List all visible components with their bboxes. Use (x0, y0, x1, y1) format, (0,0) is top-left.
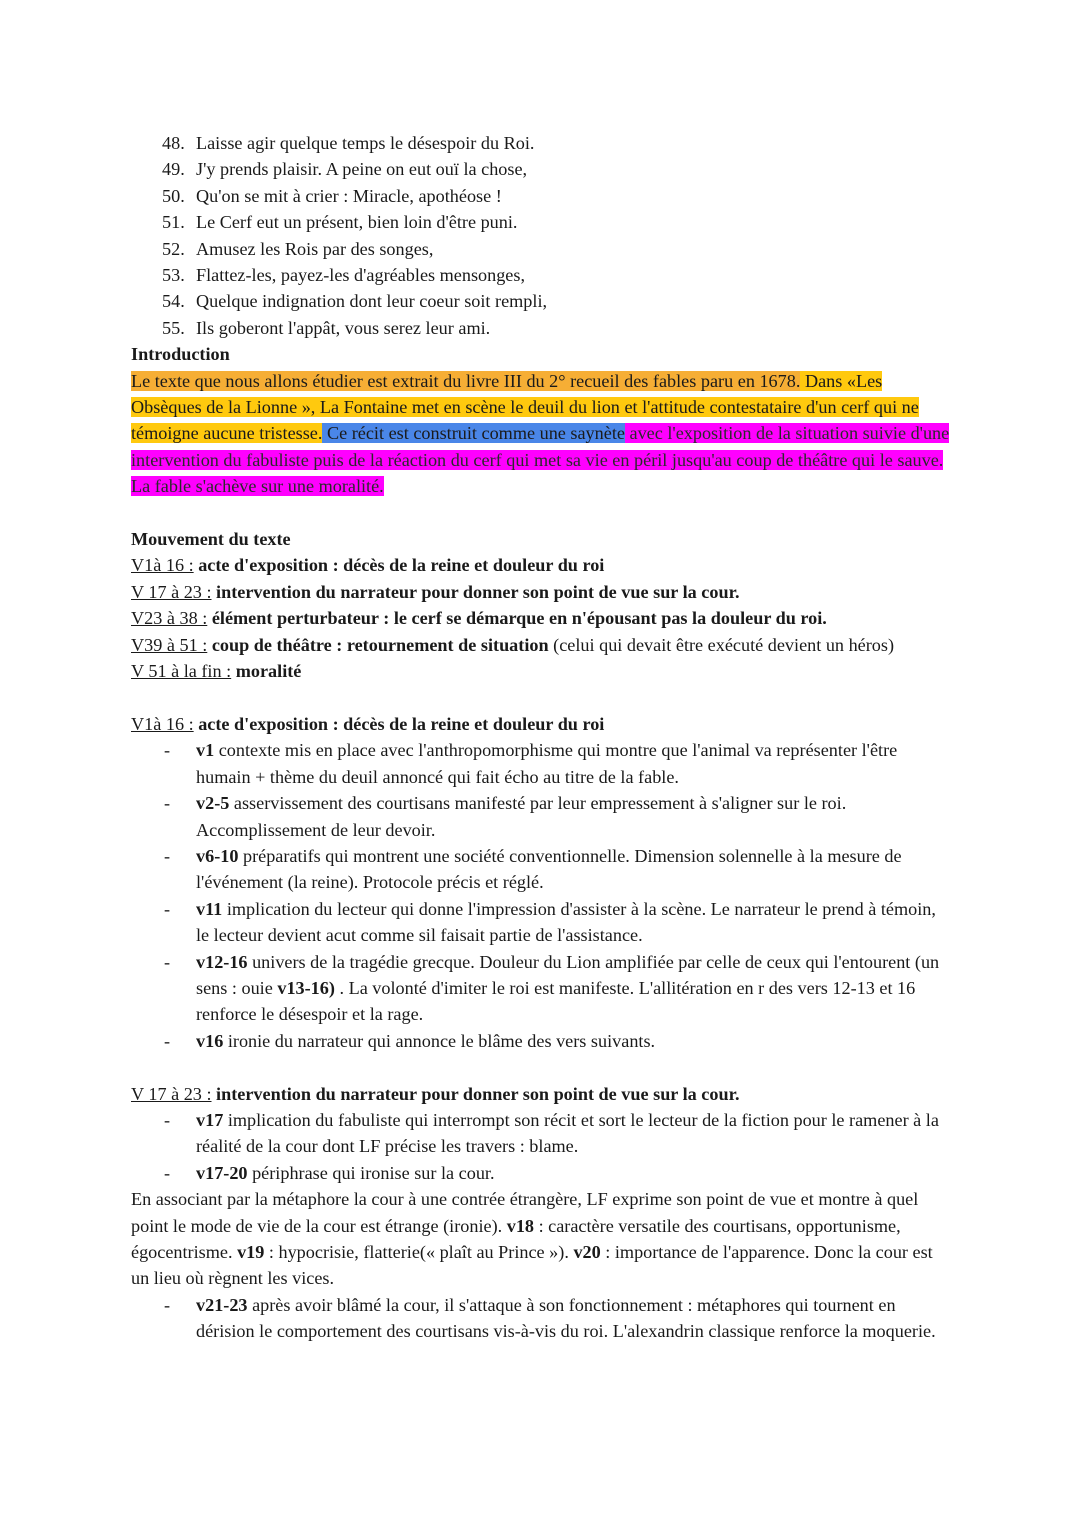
mouvement-item: V23 à 38 : élément perturbateur : le cerf se démarque en n'épousant pas la douleur du roi. (131, 608, 827, 629)
mouvement-heading: Mouvement du texte (131, 529, 291, 550)
highlight-pink: avec l'exposition de la situation suivie d'une intervention du fabuliste puis de la réaction du cerf qui met sa vie en péril jusqu'au coup de théâtre qui le sauve. La fable s'achève sur une moralité. (131, 423, 950, 497)
list-item: - v16 ironie du narrateur qui annonce le blâme des vers suivants. (164, 1030, 656, 1051)
section1-bullets (131, 737, 951, 1054)
section1-heading: V1à 16 : acte d'exposition : décès de la reine et douleur du roi (131, 713, 605, 734)
verse-line: 52. Amusez les Rois par des songes, (162, 238, 434, 259)
document-content (131, 130, 951, 1345)
mouvement-item: V 51 à la fin : moralité (131, 661, 302, 682)
verse-line: 55. Ils goberont l'appât, vous serez leur ami. (162, 317, 491, 338)
section2-heading: V 17 à 23 : intervention du narrateur pour donner son point de vue sur la cour. (131, 1083, 740, 1104)
intro-heading: Introduction (131, 344, 230, 365)
intro-paragraph (131, 368, 951, 500)
mouvement-item: V1à 16 : acte d'exposition : décès de la reine et douleur du roi (131, 555, 605, 576)
section2-bullets-2 (131, 1292, 951, 1345)
highlight-orange: Le texte que nous allons étudier est extrait du livre III du 2° recueil des fables paru en 1678. (131, 370, 801, 391)
list-item: - v21-23 après avoir blâmé la cour, il s'attaque à son fonctionnement : métaphores qui tournent en dérision le comportement des courtisans vis-à-vis du roi. L'alexandrin classique renforce la moquerie. (164, 1294, 936, 1342)
verse-line: 48. Laisse agir quelque temps le désespoir du Roi. (162, 133, 535, 153)
verse-line: 50. Qu'on se mit à crier : Miracle, apothéose ! (162, 185, 502, 206)
section2-bullets (131, 1107, 951, 1186)
verse-list (131, 130, 951, 341)
list-item: - v12-16 univers de la tragédie grecque. Douleur du Lion amplifiée par celle de ceux qui l'entourent (un sens : ouie v13-16) . La volonté d'imiter le roi est manifeste. L'allitération en r des vers 12-13 et 16 renforce le désespoir et la rage. (164, 951, 940, 1025)
verse-line: 49. J'y prends plaisir. A peine on eut ouï la chose, (162, 159, 528, 180)
list-item: - v6-10 préparatifs qui montrent une société conventionnelle. Dimension solennelle à la mesure de l'événement (la reine). Protocole précis et réglé. (164, 845, 902, 893)
highlight-yellow: Dans «Les Obsèques de la Lionne », La Fontaine met en scène le deuil du lion et l'attitude contestataire d'un cerf qui ne témoigne aucune tristesse. (131, 370, 919, 444)
list-item: - v17-20 périphrase qui ironise sur la cour. (164, 1162, 495, 1183)
list-item: - v2-5 asservissement des courtisans manifesté par leur empressement à s'aligner sur le roi. Accomplissement de leur devoir. (164, 793, 847, 840)
verse-line: 53. Flattez-les, payez-les d'agréables mensonges, (162, 265, 526, 286)
verse-line: 54. Quelque indignation dont leur coeur soit rempli, (162, 291, 548, 312)
section2-paragraph: En associant par la métaphore la cour à une contrée étrangère, LF exprime son point de vue et montre à quel point le mode de vie de la cour est étrange (ironie). v18 : caractère versatile des courtisans, opportunisme, égocentrisme. v19 : hypocrisie, flatterie(« plaît au Prince »). v20 : importance de l'apparence. Donc la cour est un lieu où règnent les vices. (131, 1189, 933, 1289)
list-item: - v17 implication du fabuliste qui interrompt son récit et sort le lecteur de la fiction pour le ramener à la réalité de la cour dont LF précise les travers : blame. (164, 1109, 939, 1157)
mouvement-item: V 17 à 23 : intervention du narrateur pour donner son point de vue sur la cour. (131, 581, 740, 602)
verse-line: 51. Le Cerf eut un présent, bien loin d'être puni. (162, 212, 518, 233)
highlight-blue: Ce récit est construit comme une saynète (322, 423, 625, 444)
list-item: - v11 implication du lecteur qui donne l'impression d'assister à la scène. Le narrateur le prend à témoin, le lecteur devient acut comme sil faisait partie de l'assistance. (164, 898, 936, 946)
mouvement-item: V39 à 51 : coup de théâtre : retournement de situation (celui qui devait être exécuté devient un héros) (131, 634, 895, 655)
list-item: - v1 contexte mis en place avec l'anthropomorphisme qui montre que l'animal va représenter l'être humain + thème du deuil annoncé qui fait écho au titre de la fable. (164, 740, 898, 787)
